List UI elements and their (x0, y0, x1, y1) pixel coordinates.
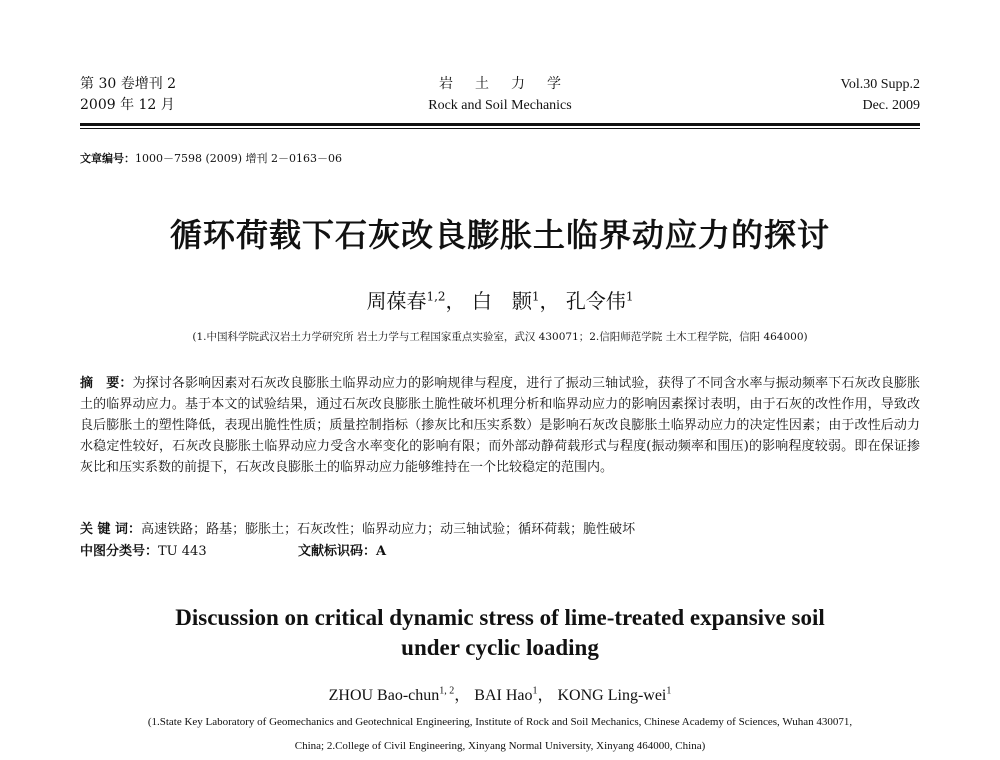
author-cn-3-affil: 1 (625, 289, 634, 304)
title-cn: 循环荷载下石灰改良膨胀土临界动应力的探讨 (169, 216, 830, 254)
affiliation-en-line2: China; 2.College of Civil Engineering, Xinyang Normal University, Xinyang 464000, China) (294, 740, 706, 752)
author-en-1: ZHOU Bao-chun (328, 687, 440, 704)
affiliation-en-line1: (1.State Key Laboratory of Geomechanics and Geotechnical Engineering, Institute of Rock and Soil Mechanics, Chinese Academy of Sciences, Wuhan 430071, (147, 716, 853, 728)
header-date-cn: 2009 年 12 月 (80, 97, 175, 113)
author-en-3: KONG Ling-wei (557, 687, 667, 704)
author-separator: ， (445, 289, 466, 313)
author-separator: ， (539, 289, 560, 313)
article-number (80, 150, 342, 166)
header-date-en: Dec. 2009 (862, 98, 920, 113)
title-en-line2: under cyclic loading (401, 635, 599, 660)
abstract-label: 摘 要： (80, 376, 133, 391)
affiliation-en (80, 710, 920, 758)
author-separator: ， (537, 687, 554, 704)
author-separator: ， (454, 687, 471, 704)
affiliation-cn: (1.中国科学院武汉岩土力学研究所 岩土力学与工程国家重点实验室，武汉 430071；2.信阳师范学院 土木工程学院，信阳 464000) (192, 331, 808, 343)
abstract-text: 为探讨各影响因素对石灰改良膨胀土临界动应力的影响规律与程度，进行了振动三轴试验，获得了不同含水率与振动频率下石灰改良膨胀土的临界动应力。基于本文的试验结果，通过石灰改良膨胀土脆性破坏机理分析和临界动应力的影响因素探讨表明，由于石灰的改性作用，导致改良后膨胀土的塑性降低，表现出脆性性质；质量控制指标（掺灰比和压实系数）是影响石灰改良膨胀土临界动应力的决定性因素；由于改性后动力水稳定性较好，石灰改良膨胀土临界动应力受含水率变化的影响有限；而外部动静荷载形式与程度(振动频率和围压)的影响程度较弱。即在保证掺灰比和压实系数的前提下，石灰改良膨胀土的临界动应力能够维持在一个比较稳定的范围内。 (80, 376, 920, 475)
author-en-2: BAI Hao (474, 687, 533, 704)
title-en (0, 603, 1000, 663)
classification-value: TU 443 (158, 544, 207, 559)
article-number-value: 1000－7598 (2009) 增刊 2－0163－06 (135, 152, 343, 165)
author-cn-3: 孔令伟 (565, 289, 626, 313)
author-cn-1-affil: 1,2 (426, 289, 446, 304)
abstract-cn (80, 373, 920, 478)
header-rule-thin (80, 128, 920, 129)
header-volume-info-en (841, 74, 920, 116)
journal-name-cn: 岩土力学 (439, 76, 583, 92)
keywords-text: 高速铁路；路基；膨胀土；石灰改性；临界动应力；动三轴试验；循环荷载；脆性破坏 (141, 522, 636, 537)
author-cn-2: 白 颢 (471, 289, 532, 313)
keywords-label: 关 键 词： (80, 522, 142, 537)
title-en-line1: Discussion on critical dynamic stress of lime-treated expansive soil (175, 605, 825, 630)
journal-header (80, 74, 920, 118)
classification-label: 中图分类号： (80, 544, 159, 559)
keywords-cn (80, 520, 920, 540)
authors-cn (0, 285, 1000, 314)
header-rule-thick (80, 123, 920, 126)
document-code-label: 文献标识码： (298, 544, 377, 559)
journal-name-en: Rock and Soil Mechanics (428, 98, 572, 113)
classification-line (80, 542, 386, 562)
author-en-1-affil: 1, 2 (439, 685, 455, 697)
author-en-3-affil: 1 (666, 685, 672, 697)
article-number-label: 文章编号： (80, 152, 135, 165)
author-cn-1: 周葆春 (366, 289, 427, 313)
author-en-2-affil: 1 (532, 685, 538, 697)
header-journal-name (80, 74, 920, 116)
author-cn-2-affil: 1 (531, 289, 540, 304)
header-volume: 第 30 卷增刊 2 (80, 76, 177, 92)
header-volume-en: Vol.30 Supp.2 (840, 77, 920, 92)
document-code-value: A (376, 544, 387, 559)
authors-en (0, 682, 1000, 705)
